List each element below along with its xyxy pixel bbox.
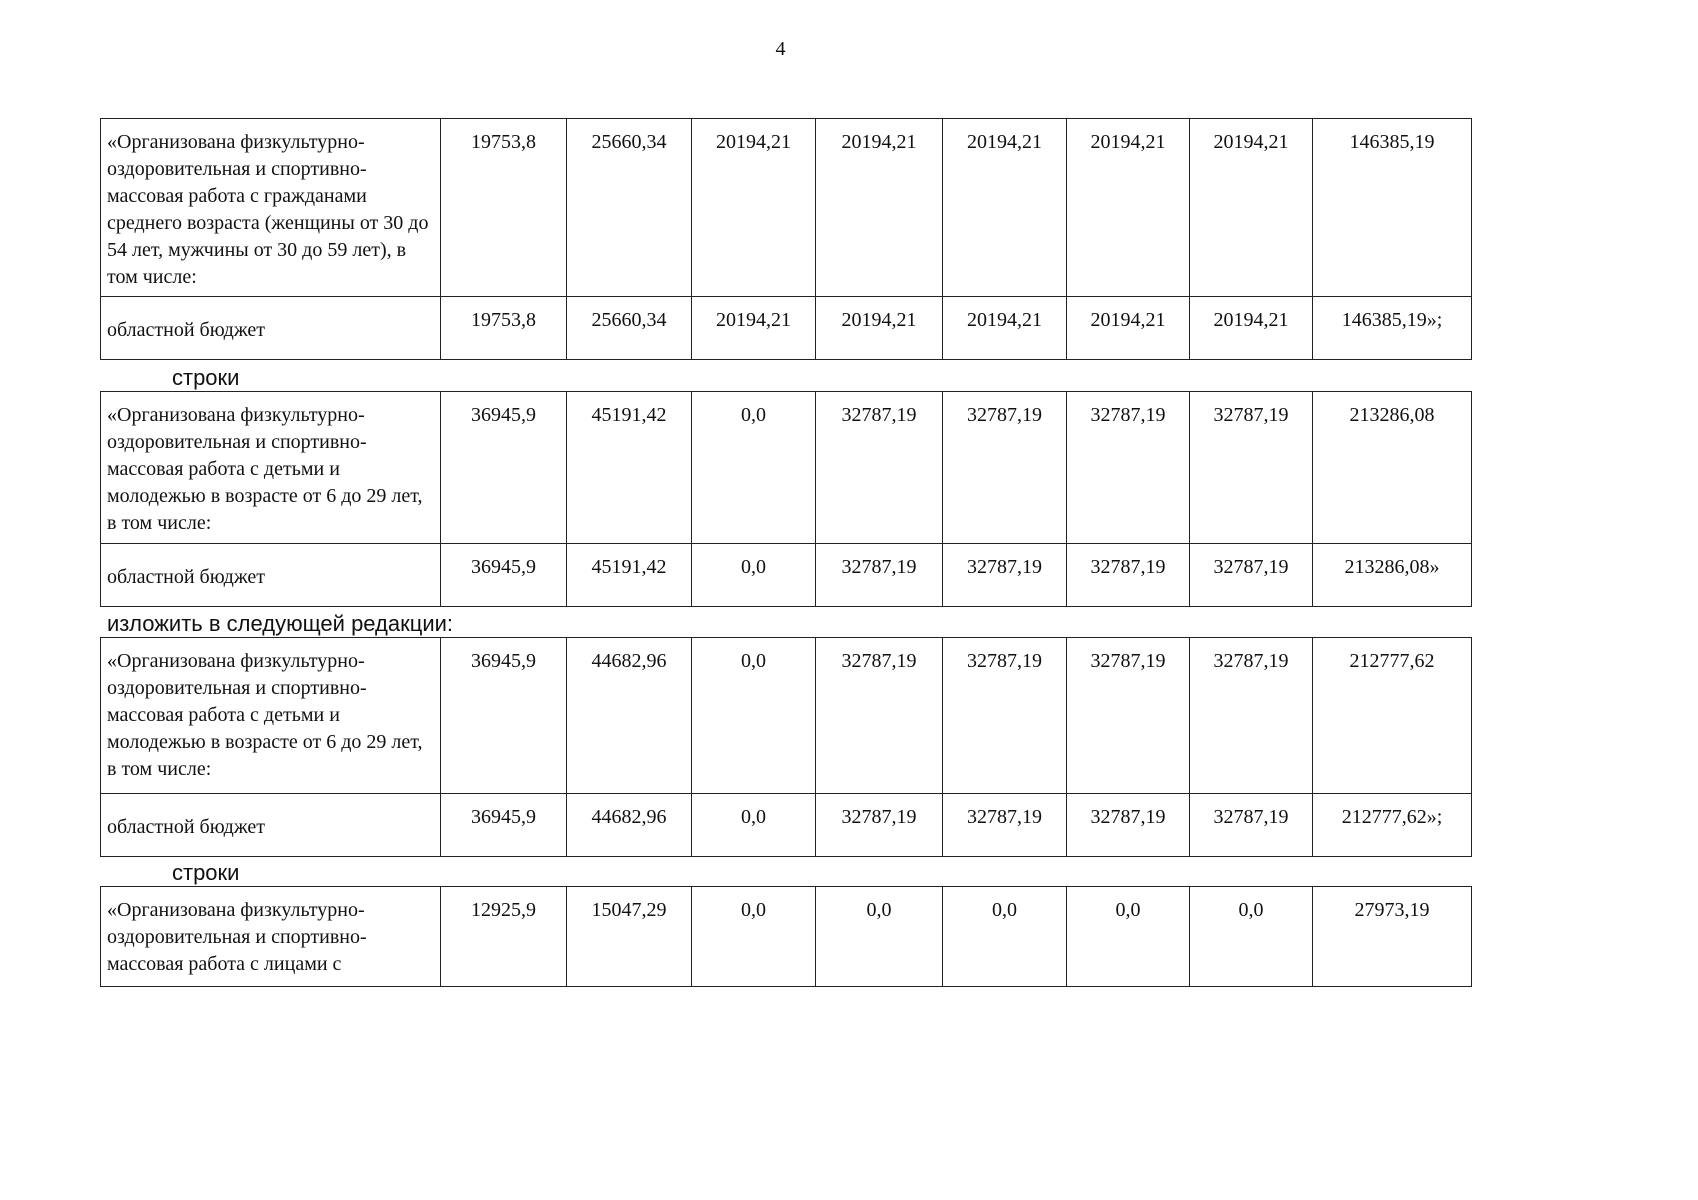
row-label: областной бюджет [101, 794, 441, 857]
cell-total: 212777,62 [1313, 638, 1472, 794]
cell-value: 25660,34 [567, 119, 692, 297]
table-row [101, 544, 1472, 607]
row-label: областной бюджет [101, 544, 441, 607]
cell-value: 36945,9 [441, 544, 567, 607]
cell-total: 146385,19 [1313, 119, 1472, 297]
table-row [101, 297, 1472, 360]
cell-value: 32787,19 [1190, 794, 1313, 857]
table-row [101, 392, 1472, 544]
cell-value: 32787,19 [1190, 638, 1313, 794]
cell-total: 213286,08» [1313, 544, 1472, 607]
cell-value: 0,0 [1067, 887, 1190, 987]
cell-value: 32787,19 [1067, 794, 1190, 857]
cell-value: 0,0 [1190, 887, 1313, 987]
cell-value: 0,0 [692, 544, 816, 607]
cell-value: 20194,21 [943, 297, 1067, 360]
cell-value: 19753,8 [441, 119, 567, 297]
cell-value: 32787,19 [816, 794, 943, 857]
table-row [101, 119, 1472, 297]
row-label: «Организована физкультурно-оздоровительная и спортивно-массовая работа с лицами с [101, 887, 441, 987]
cell-value: 36945,9 [441, 638, 567, 794]
connector-stroki: строки [172, 860, 240, 885]
cell-value: 20194,21 [1067, 119, 1190, 297]
connector-stroki: строки [172, 365, 240, 390]
budget-table-3 [100, 637, 1472, 857]
cell-value: 36945,9 [441, 392, 567, 544]
cell-value: 32787,19 [816, 392, 943, 544]
cell-value: 32787,19 [1067, 392, 1190, 544]
cell-value: 0,0 [692, 794, 816, 857]
cell-value: 0,0 [692, 638, 816, 794]
cell-value: 20194,21 [692, 297, 816, 360]
budget-table-1 [100, 118, 1472, 360]
cell-value: 0,0 [692, 392, 816, 544]
cell-value: 36945,9 [441, 794, 567, 857]
cell-value: 20194,21 [816, 297, 943, 360]
cell-value: 32787,19 [1190, 392, 1313, 544]
cell-value: 32787,19 [943, 544, 1067, 607]
cell-value: 32787,19 [1067, 544, 1190, 607]
cell-value: 25660,34 [567, 297, 692, 360]
cell-value: 19753,8 [441, 297, 567, 360]
cell-value: 45191,42 [567, 544, 692, 607]
cell-value: 20194,21 [1067, 297, 1190, 360]
cell-value: 20194,21 [816, 119, 943, 297]
table-row [101, 887, 1472, 987]
row-label: областной бюджет [101, 297, 441, 360]
cell-value: 32787,19 [1190, 544, 1313, 607]
row-label: «Организована физкультурно-оздоровительная и спортивно-массовая работа с гражданами среднего возраста (женщины от 30 до 54 лет, мужчины от 30 до 59 лет), в том числе: [101, 119, 441, 297]
cell-total: 146385,19»; [1313, 297, 1472, 360]
cell-value: 0,0 [943, 887, 1067, 987]
budget-table-4 [100, 886, 1472, 987]
cell-value: 45191,42 [567, 392, 692, 544]
cell-value: 0,0 [816, 887, 943, 987]
cell-value: 32787,19 [943, 638, 1067, 794]
cell-value: 20194,21 [943, 119, 1067, 297]
table-row [101, 638, 1472, 794]
row-label: «Организована физкультурно-оздоровительная и спортивно-массовая работа с детьми и молодежью в возрасте от 6 до 29 лет, в том числе: [101, 638, 441, 794]
cell-total: 27973,19 [1313, 887, 1472, 987]
cell-value: 32787,19 [816, 638, 943, 794]
cell-value: 12925,9 [441, 887, 567, 987]
cell-total: 213286,08 [1313, 392, 1472, 544]
cell-value: 15047,29 [567, 887, 692, 987]
table-row [101, 794, 1472, 857]
cell-value: 32787,19 [1067, 638, 1190, 794]
cell-total: 212777,62»; [1313, 794, 1472, 857]
cell-value: 20194,21 [1190, 297, 1313, 360]
cell-value: 0,0 [692, 887, 816, 987]
cell-value: 32787,19 [816, 544, 943, 607]
cell-value: 20194,21 [692, 119, 816, 297]
cell-value: 32787,19 [943, 794, 1067, 857]
page-number: 4 [775, 38, 786, 60]
connector-izlozhit: изложить в следующей редакции: [107, 611, 454, 636]
cell-value: 20194,21 [1190, 119, 1313, 297]
budget-table-2 [100, 391, 1472, 607]
cell-value: 44682,96 [567, 794, 692, 857]
cell-value: 44682,96 [567, 638, 692, 794]
cell-value: 32787,19 [943, 392, 1067, 544]
row-label: «Организована физкультурно-оздоровительная и спортивно-массовая работа с детьми и молодежью в возрасте от 6 до 29 лет, в том числе: [101, 392, 441, 544]
